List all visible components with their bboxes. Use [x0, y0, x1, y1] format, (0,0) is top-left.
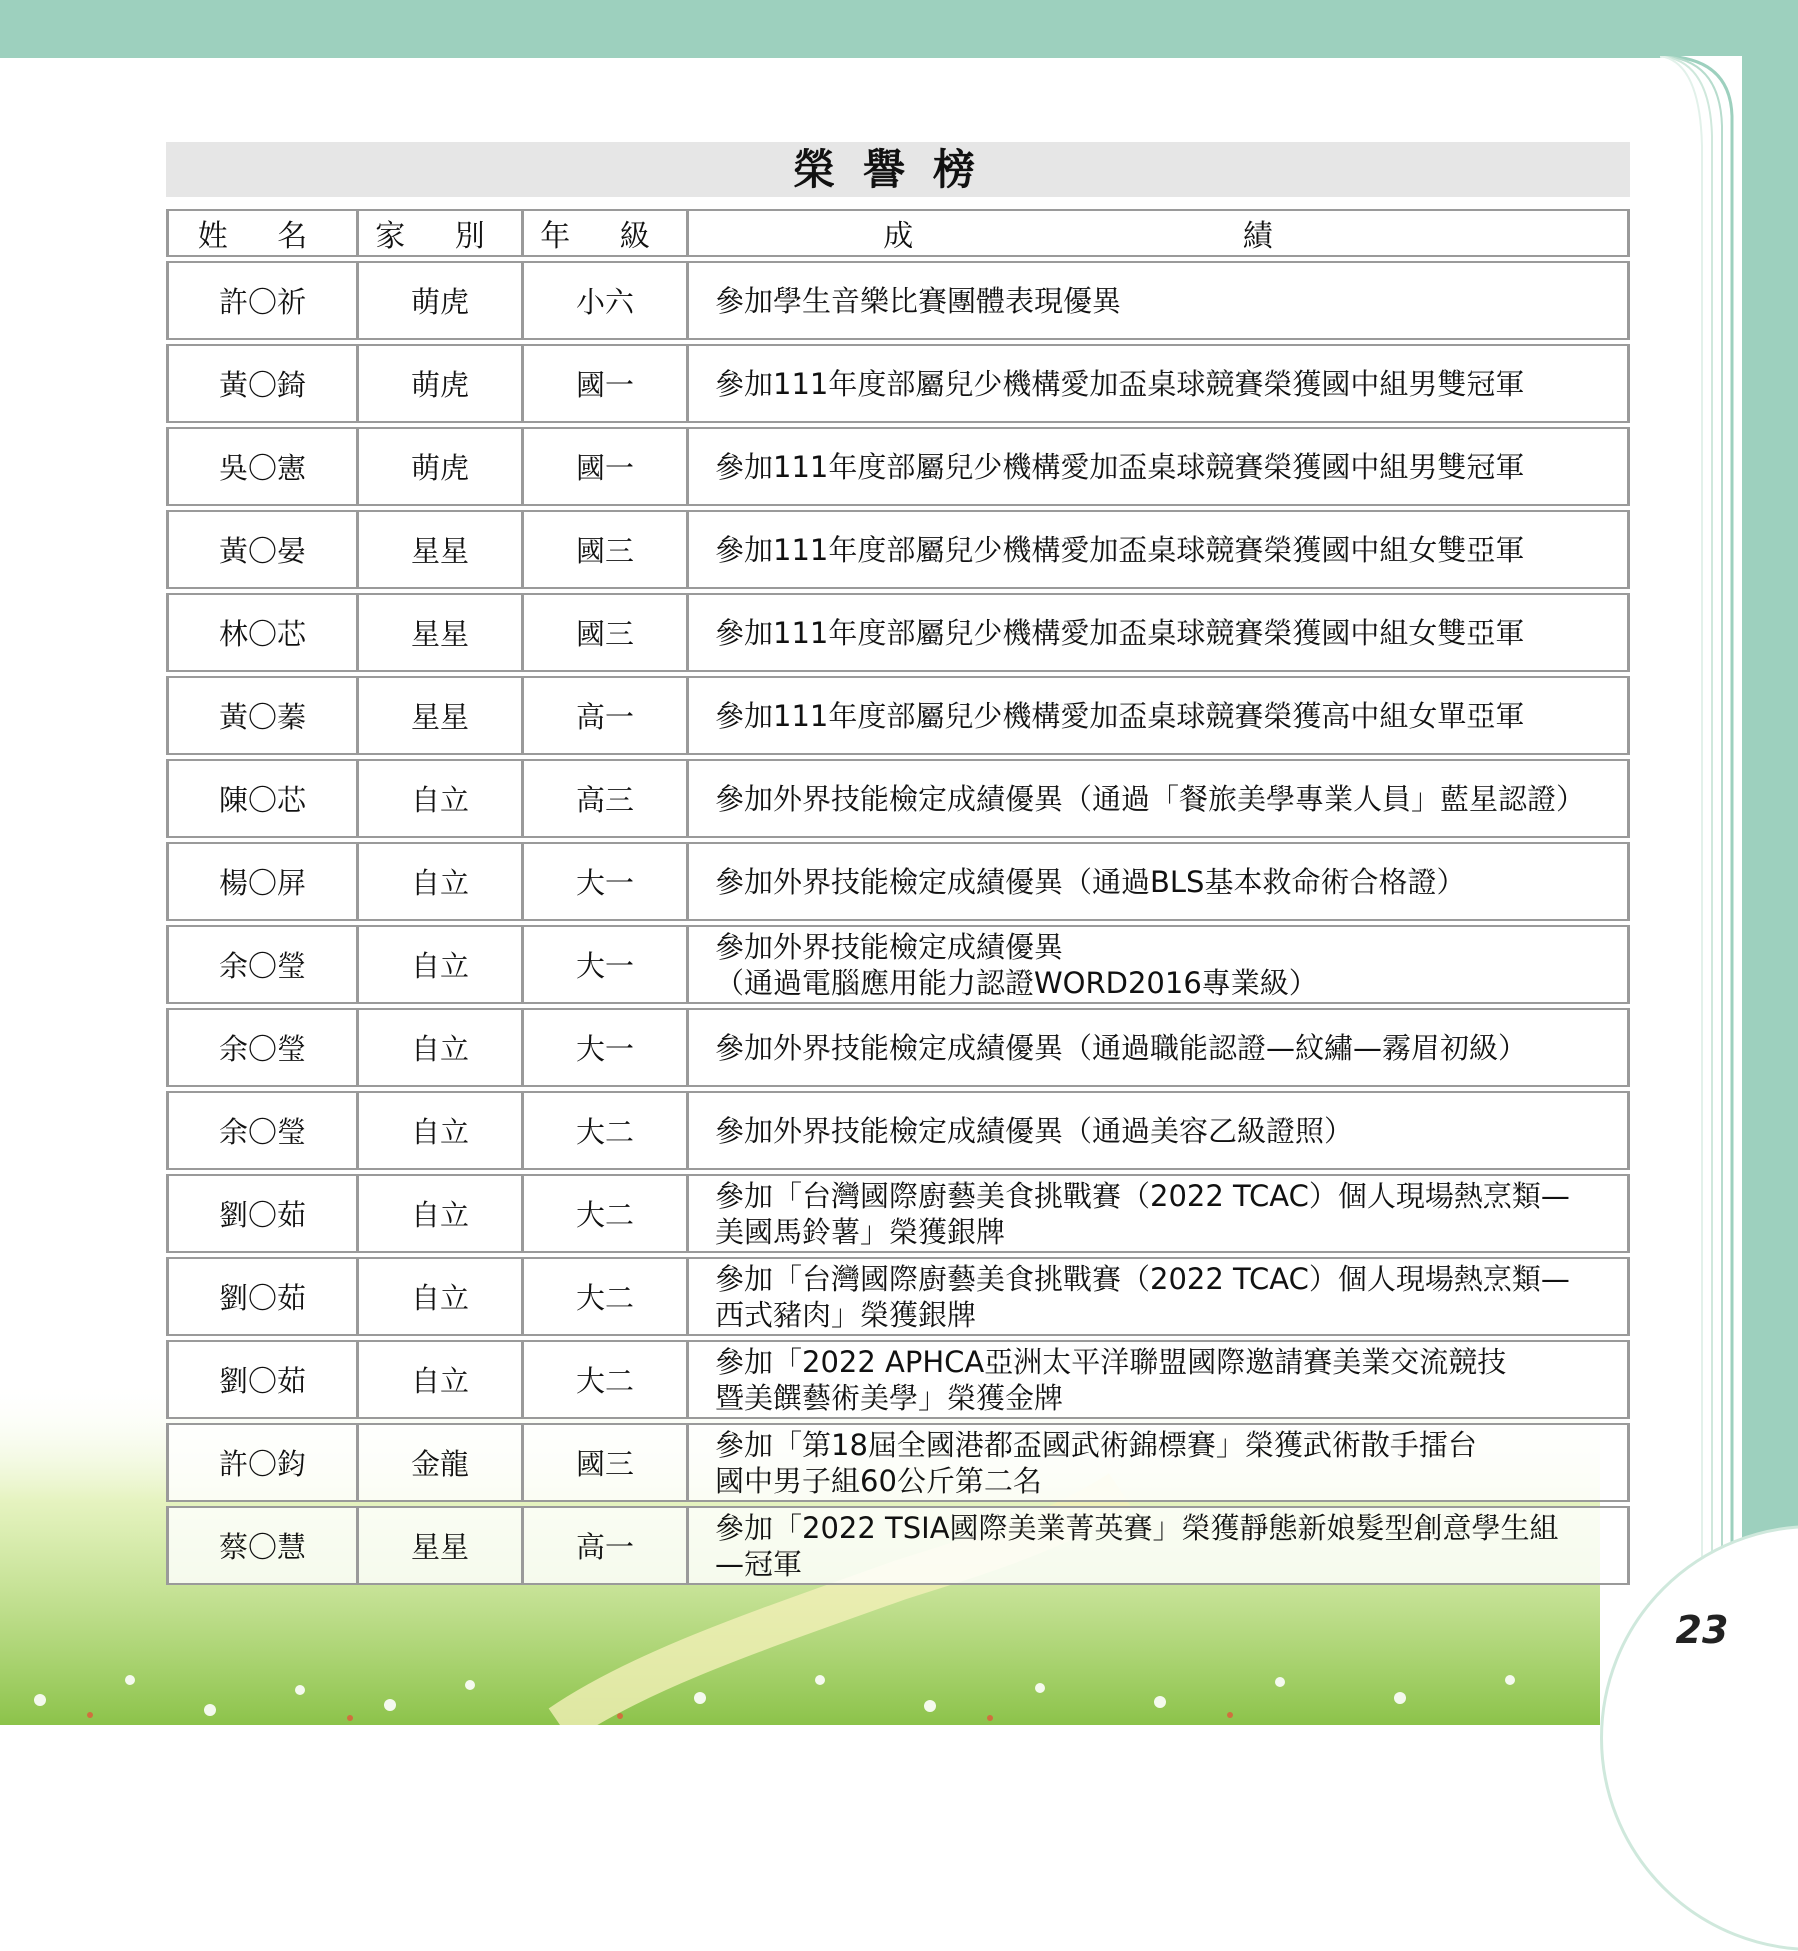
cell-result: 參加外界技能檢定成績優異（通過BLS基本救命術合格證） — [686, 842, 1630, 921]
cell-result: 參加111年度部屬兒少機構愛加盃桌球競賽榮獲高中組女單亞軍 — [686, 676, 1630, 755]
cell-house: 金龍 — [356, 1423, 521, 1502]
cell-name: 陳〇芯 — [166, 759, 356, 838]
table-row — [166, 593, 1630, 672]
table-row — [166, 261, 1630, 340]
cell-result: 參加「台灣國際廚藝美食挑戰賽（2022 TCAC）個人現場熱烹類— 美國馬鈴薯」榮獲銀牌 — [686, 1174, 1630, 1253]
column-header-result: 成 績 — [686, 209, 1630, 257]
cell-result: 參加111年度部屬兒少機構愛加盃桌球競賽榮獲國中組男雙冠軍 — [686, 427, 1630, 506]
cell-name: 許〇祈 — [166, 261, 356, 340]
table-row — [166, 427, 1630, 506]
cell-grade: 高一 — [521, 676, 686, 755]
table-row — [166, 925, 1630, 1004]
right-decor-band — [1742, 0, 1798, 1725]
page-number: 23 — [1675, 1608, 1729, 1652]
cell-name: 許〇鈞 — [166, 1423, 356, 1502]
cell-result: 參加111年度部屬兒少機構愛加盃桌球競賽榮獲國中組男雙冠軍 — [686, 344, 1630, 423]
cell-house: 星星 — [356, 676, 521, 755]
cell-name: 吳〇憲 — [166, 427, 356, 506]
cell-result: 參加「台灣國際廚藝美食挑戰賽（2022 TCAC）個人現場熱烹類— 西式豬肉」榮獲銀牌 — [686, 1257, 1630, 1336]
column-header-grade: 年 級 — [521, 209, 686, 257]
cell-grade: 大二 — [521, 1340, 686, 1419]
table-row — [166, 344, 1630, 423]
cell-name: 黃〇蓁 — [166, 676, 356, 755]
table-row — [166, 1008, 1630, 1087]
cell-house: 自立 — [356, 925, 521, 1004]
cell-name: 余〇瑩 — [166, 1008, 356, 1087]
table-row — [166, 676, 1630, 755]
cell-name: 黃〇晏 — [166, 510, 356, 589]
cell-name: 黃〇錡 — [166, 344, 356, 423]
cell-grade: 高三 — [521, 759, 686, 838]
table-row — [166, 1174, 1630, 1253]
cell-house: 萌虎 — [356, 344, 521, 423]
cell-name: 林〇芯 — [166, 593, 356, 672]
column-header-name: 姓 名 — [166, 209, 356, 257]
cell-result: 參加外界技能檢定成績優異（通過職能認證—紋繡—霧眉初級） — [686, 1008, 1630, 1087]
cell-grade: 大二 — [521, 1091, 686, 1170]
cell-house: 自立 — [356, 1091, 521, 1170]
cell-grade: 大二 — [521, 1257, 686, 1336]
cell-result: 參加外界技能檢定成績優異 （通過電腦應用能力認證WORD2016專業級） — [686, 925, 1630, 1004]
cell-house: 萌虎 — [356, 261, 521, 340]
cell-grade: 國一 — [521, 427, 686, 506]
top-decor-band — [0, 0, 1798, 58]
cell-name: 劉〇茹 — [166, 1257, 356, 1336]
honor-table — [166, 205, 1630, 1589]
cell-result: 參加111年度部屬兒少機構愛加盃桌球競賽榮獲國中組女雙亞軍 — [686, 593, 1630, 672]
cell-result: 參加外界技能檢定成績優異（通過「餐旅美學專業人員」藍星認證） — [686, 759, 1630, 838]
table-header-row — [166, 209, 1630, 257]
table-row — [166, 1091, 1630, 1170]
cell-name: 蔡〇慧 — [166, 1506, 356, 1585]
cell-grade: 大一 — [521, 842, 686, 921]
cell-house: 自立 — [356, 842, 521, 921]
cell-house: 自立 — [356, 1257, 521, 1336]
cell-house: 星星 — [356, 1506, 521, 1585]
cell-name: 余〇瑩 — [166, 1091, 356, 1170]
table-row — [166, 1340, 1630, 1419]
table-row — [166, 1257, 1630, 1336]
cell-house: 星星 — [356, 593, 521, 672]
cell-result: 參加外界技能檢定成績優異（通過美容乙級證照） — [686, 1091, 1630, 1170]
cell-result: 參加「第18屆全國港都盃國武術錦標賽」榮獲武術散手擂台 國中男子組60公斤第二名 — [686, 1423, 1630, 1502]
table-row — [166, 759, 1630, 838]
table-row — [166, 510, 1630, 589]
cell-name: 余〇瑩 — [166, 925, 356, 1004]
cell-house: 自立 — [356, 1174, 521, 1253]
cell-house: 萌虎 — [356, 427, 521, 506]
cell-result: 參加學生音樂比賽團體表現優異 — [686, 261, 1630, 340]
page-curl-decoration — [1660, 56, 1742, 1725]
cell-grade: 大一 — [521, 925, 686, 1004]
cell-house: 自立 — [356, 1008, 521, 1087]
cell-grade: 國三 — [521, 1423, 686, 1502]
cell-name: 楊〇屏 — [166, 842, 356, 921]
cell-grade: 國三 — [521, 593, 686, 672]
cell-grade: 國三 — [521, 510, 686, 589]
cell-grade: 國一 — [521, 344, 686, 423]
column-header-house: 家 別 — [356, 209, 521, 257]
cell-grade: 高一 — [521, 1506, 686, 1585]
page-title: 榮譽榜 — [166, 142, 1630, 197]
cell-result: 參加「2022 APHCA亞洲太平洋聯盟國際邀請賽美業交流競技 暨美饌藝術美學」榮獲金牌 — [686, 1340, 1630, 1419]
table-row — [166, 842, 1630, 921]
cell-result: 參加111年度部屬兒少機構愛加盃桌球競賽榮獲國中組女雙亞軍 — [686, 510, 1630, 589]
cell-result: 參加「2022 TSIA國際美業菁英賽」榮獲靜態新娘髮型創意學生組 —冠軍 — [686, 1506, 1630, 1585]
cell-grade: 大二 — [521, 1174, 686, 1253]
cell-name: 劉〇茹 — [166, 1174, 356, 1253]
cell-grade: 小六 — [521, 261, 686, 340]
cell-name: 劉〇茹 — [166, 1340, 356, 1419]
cell-grade: 大一 — [521, 1008, 686, 1087]
cell-house: 星星 — [356, 510, 521, 589]
table-row — [166, 1506, 1630, 1585]
cell-house: 自立 — [356, 1340, 521, 1419]
cell-house: 自立 — [356, 759, 521, 838]
table-row — [166, 1423, 1630, 1502]
